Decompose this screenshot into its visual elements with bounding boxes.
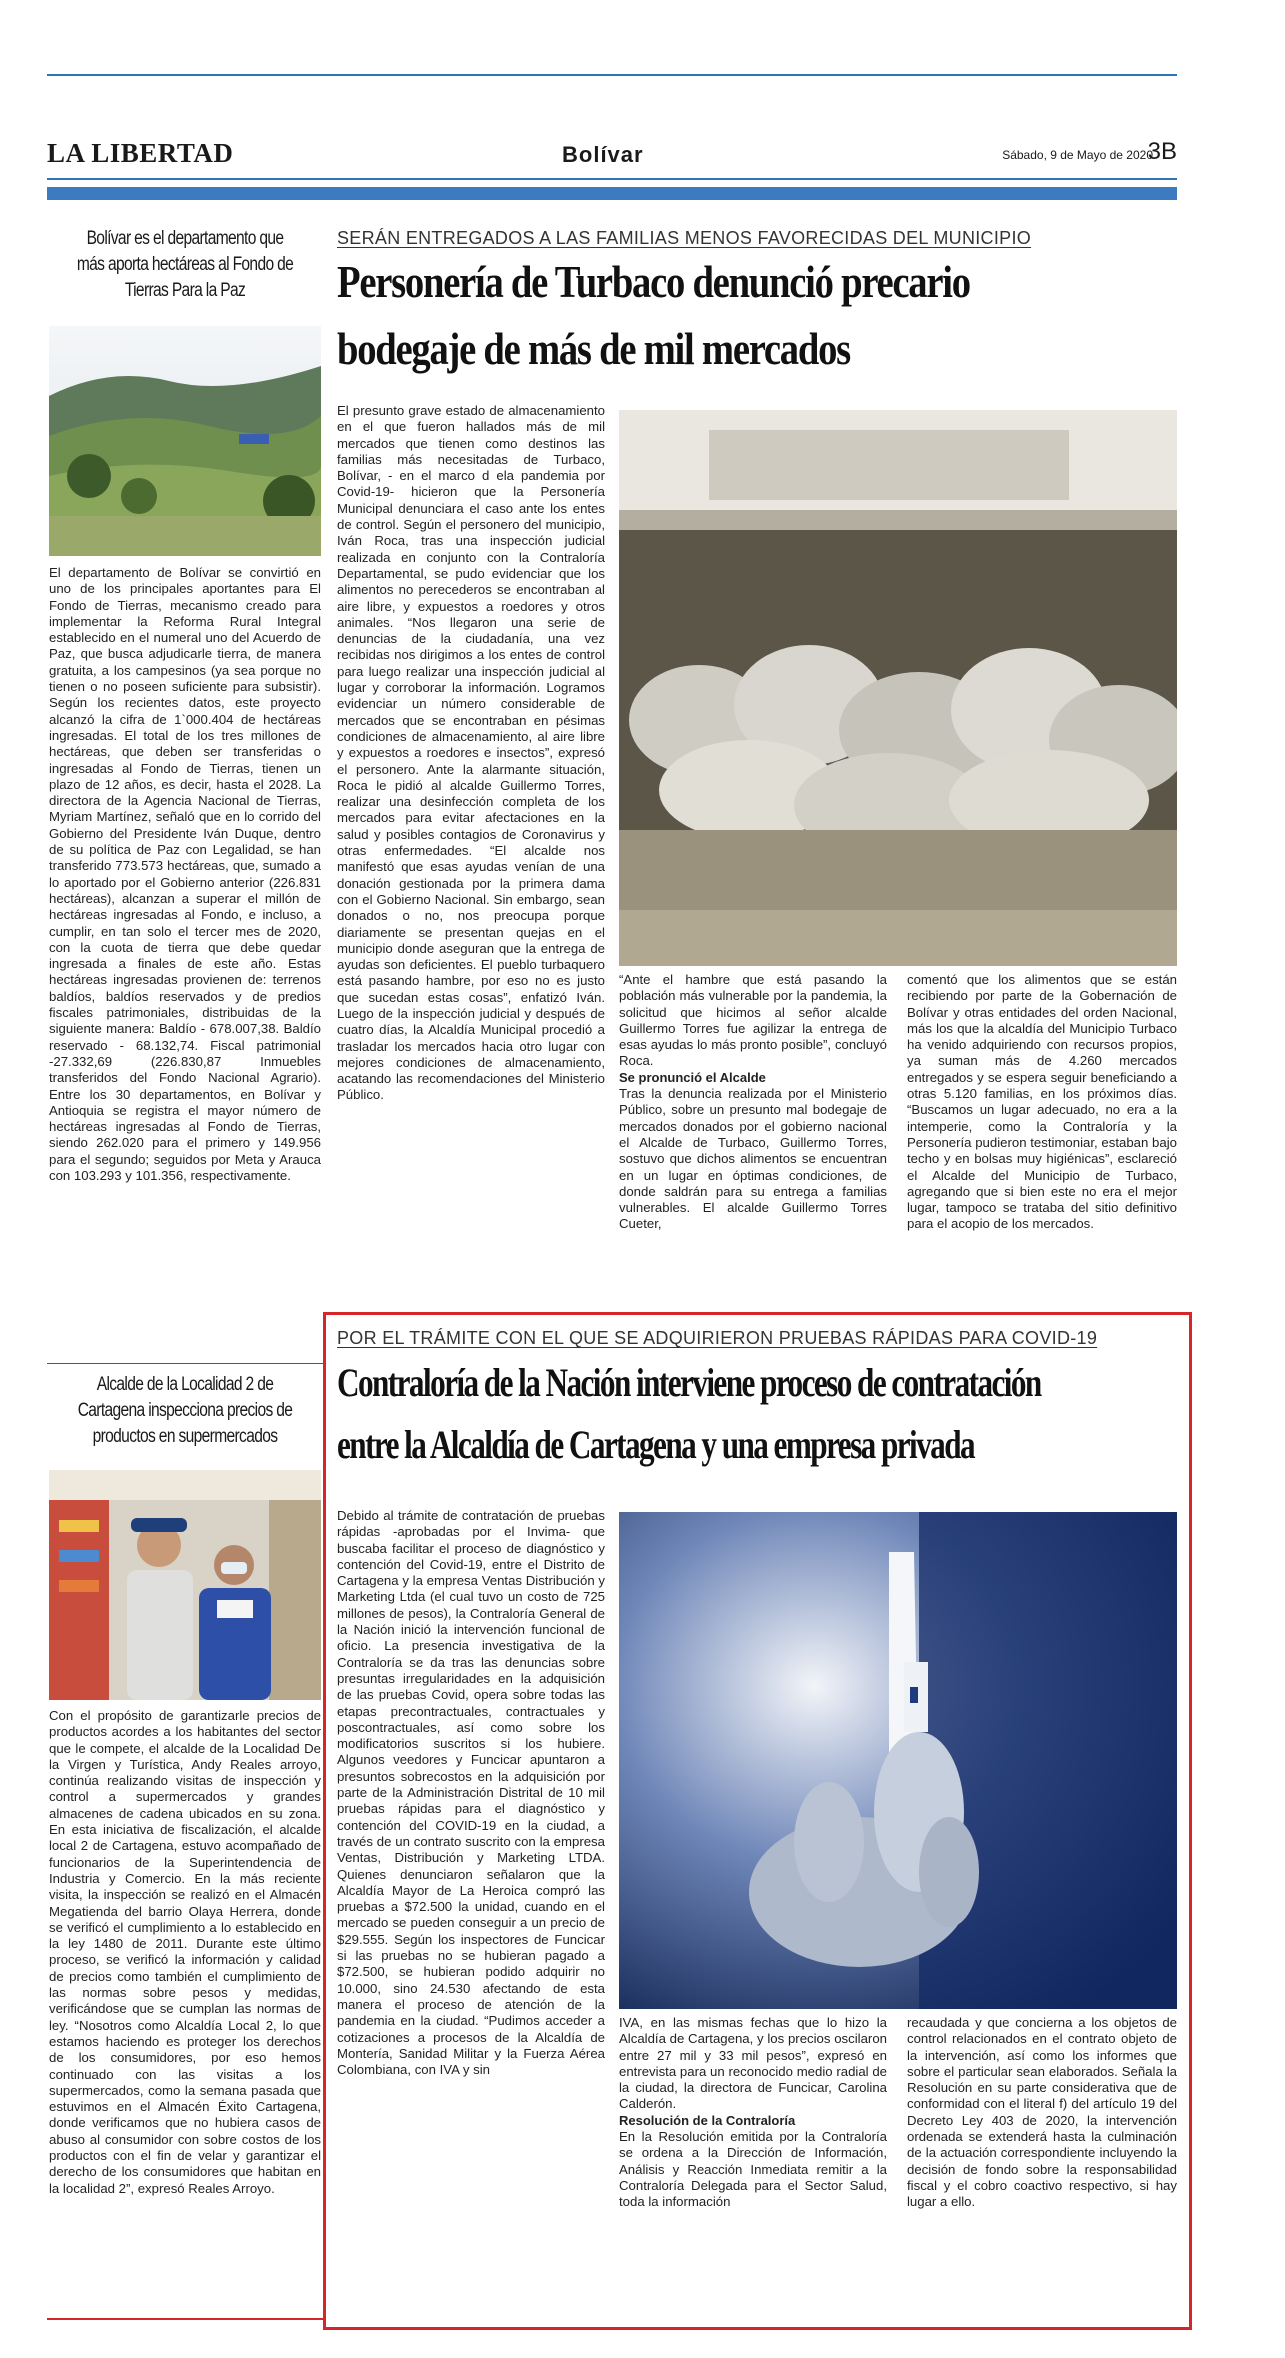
article-2-column-3 bbox=[907, 2015, 1177, 2313]
article-2-column-2-text-a: IVA, en las mismas fechas que lo hizo la Alcaldía de Cartagena, y los precios oscilaron entre 27 mil y 33 mil pesos”, expresó en entrevista para un reconocido medio radial de la ciudad, la directora de Funcicar, Carolina Calderón. bbox=[619, 2015, 887, 2112]
article-2-column-2-text-b: En la Resolución emitida por la Contraloría se ordena a la Dirección de Información, Análisis y Reacción Inmediata remitir a la Contraloría Delegada para el Sector Salud, toda la información bbox=[619, 2129, 887, 2210]
article-2-headline-line-2: entre la Alcaldía de Cartagena y una empresa privada bbox=[337, 1422, 975, 1467]
article-1-column-1-text: El presunto grave estado de almacenamiento en el que fueron hallados más de mil mercados que tienen como destinos las familias más necesitadas de Turbaco, Bolívar, - en el marco d ela pandemia por Covid-19- hicieron que la Personería Municipal denunciara el caso ante los entes de control. Según el personero del municipio, Iván Roca, tras una inspección judicial realizada en conjunto con la Contraloría Departamental, se pudo evidenciar que los alimentos no perecederos se encontraban al aire libre, y expuestos a roedores y otros animales. “Nos llegaron una serie de denuncias de la ciudadanía, una vez recibidas nos dirigimos a los entes de control para luego realizar una inspección judicial al lugar y corroborar la información. Logramos evidenciar un número considerable de mercados que se encontraban en pésimas condiciones de almacenamiento, al aire libre y expuestos a roedores e insectos”, expresó el personero. Ante la alarmante situación, Roca le pidió al alcalde Guillermo Torres, realizar una desinfección completa de los mercados para evitar afectaciones en la salud y posibles contagios de Coronavirus y otras enfermedades. “El alcalde nos manifestó que esas ayudas venían de una donación gestionada por la primera dama con el Gobierno Nacional. Sin embargo, sean donados o no, nos preocupa porque diariamente se presentan quejas en el municipio donde aseguran que la entrega de ayudas son deficientes. El pueblo turbaquero está pasando hambre, por eso no es justo que sucedan estas cosas”, enfatizó Iván. Luego de la inspección judicial y después de cuatro días, la Alcaldía Municipal procedió a trasladar los mercados hacia otro lugar con mejores condiciones de almacenamiento, acatando las recomendaciones del Ministerio Público. bbox=[337, 403, 605, 1103]
section-name: Bolívar bbox=[562, 142, 644, 167]
top-rule bbox=[47, 74, 1177, 76]
newspaper-name: LA LIBERTAD bbox=[47, 138, 234, 168]
article-2-column-1 bbox=[337, 1508, 605, 2313]
article-1-kicker: SERÁN ENTREGADOS A LAS FAMILIAS MENOS FAVORECIDAS DEL MUNICIPIO bbox=[337, 228, 1032, 248]
article-1-column-1 bbox=[337, 403, 605, 1308]
masthead-bar bbox=[47, 187, 1177, 200]
page-number: 3B bbox=[1147, 138, 1177, 165]
article-1-column-2-text-b: Tras la denuncia realizada por el Ministerio Público, sobre un presunto mal bodegaje de mercados donados por el gobierno nacional el Alcalde de Turbaco, Guillermo Torres, sostuvo que dichos alimentos se encuentran en un lugar en óptimas condiciones, de donde saldrán para su entrega a familias vulnerables. El alcalde Guillermo Torres Cueter, bbox=[619, 1086, 887, 1232]
article-1-column-2 bbox=[619, 972, 887, 1308]
article-2-column-1-text: Debido al trámite de contratación de pruebas rápidas -aprobadas por el Invima- que buscaba facilitar el proceso de diagnóstico y contención del Covid-19, entre el Distrito de Cartagena y la empresa Ventas Distribución y Marketing Ltda (el cual tuvo un costo de 725 millones de pesos), la Contraloría General de la Nación inició la intervención funcional de oficio. La presencia investigativa de la Contraloría se da tras las denuncias sobre presuntas irregularidades en la adquisición de las pruebas Covid, opera sobre todas las etapas precontractuales, contractuales y poscontractuales, así como sobre los modificatorios suscritos si los hubiere. Algunos veedores y Funcicar apuntaron a presuntos sobrecostos en la adquisición por parte de la Administración Distrital de 10 mil pruebas rápidas para el diagnóstico y contención del COVID-19 en la ciudad, a través de un contrato suscrito con la empresa Ventas, Distribución y Marketing LTDA. Quienes denunciaron señalaron que la Alcaldía Mayor de La Heroica compró las pruebas a $72.500 la unidad, cuando en el mercado se pueden conseguir a un precio de $29.555. Según los inspectores de Funcicar si las pruebas no se hubieran pagado a $72.500, se hubieran podido adquirir no 10.000, sino 24.530 afectando de esta manera el proceso de atención de la pandemia en la ciudad. “Pudimos acceder a cotizaciones a procesos de la Alcaldía de Montería, Sanidad Militar y la Fuerza Aérea Colombiana, con IVA y sin bbox=[337, 1508, 605, 2078]
side-story-2-text: Con el propósito de garantizarle precios de productos acordes a los habitantes del sector que le compete, el alcalde de la Localidad De la Virgen y Turística, Andy Reales arroyo, continúa realizando visitas de inspección y control a supermercados y grandes almacenes de cadena ubicados en su zona. En esta iniciativa de fiscalización, el alcalde local 2 de Cartagena, estuvo acompañado de funcionarios de la Superintendencia de Industria y Comercio. En la más reciente visita, la inspección se realizó en el Almacén Megatienda del barrio Olaya Herrera, donde se verificó el cumplimiento a lo establecido en la ley 1480 de 2011. Durante este último proceso, se verificó la información y calidad de precios como también el cumplimiento de las normas sobre pesos y medidas, verificándose que se cumplan las normas de ley. “Nosotros como Alcaldía Local 2, lo que estamos haciendo es proteger los derechos de los consumidores, por eso hemos continuado con las visitas a los supermercados, como la semana pasada que estuvimos en el Almacén Éxito Cartagena, donde verificamos que no hubiera casos de abuso al consumidor con sobre costos de los productos con el fin de velar y garantizar el derecho de los consumidores que habitan en la localidad 2”, expresó Reales Arroyo. bbox=[49, 1708, 321, 2196]
article-2-column-2 bbox=[619, 2015, 887, 2313]
side-story-1-title: Bolívar es el departamento que más aporta hectáreas al Fondo de Tierras Para la Paz bbox=[76, 228, 294, 301]
article-2-headline-line-1: Contraloría de la Nación interviene proceso de contratación bbox=[337, 1360, 1041, 1405]
article-1-photo bbox=[619, 410, 1177, 966]
article-2-column-3-text: recaudada y que concierna a los objetos de control relacionados en el contrato objeto de la intervención, así como los informes que sobre el particular sean elaborados. Señala la Resolución en su parte considerativa que de conformidad con el literal f) del artículo 19 del Decreto Ley 403 de 2020, la intervención ordenada se extenderá hasta la culminación de la actuación correspondiente incluyendo la decisión de fondo sobre la responsabilidad fiscal y el cobro coactivo respectivo, si hay lugar a ello. bbox=[907, 2015, 1177, 2210]
article-1-column-3 bbox=[907, 972, 1177, 1308]
side-story-2-body bbox=[49, 1708, 321, 2308]
covid-test-pipette-image bbox=[619, 1512, 1177, 2009]
side-story-2-photo bbox=[49, 1470, 321, 1700]
issue-date: Sábado, 9 de Mayo de 2020 bbox=[1002, 148, 1153, 162]
side-story-1-photo bbox=[49, 326, 321, 556]
side-divider bbox=[47, 1363, 323, 1364]
stored-market-bags-image bbox=[619, 410, 1177, 966]
article-1-column-3-text: comentó que los alimentos que se están recibiendo por parte de la Gobernación de Bolívar y otras entidades del orden Nacional, más los que la alcaldía del Municipio Turbaco ha venido adquiriendo con recursos propios, ya suman más de 4.260 mercados entregados y se espera seguir beneficiando a otras 5.120 familias, en los próximos días. “Buscamos un lugar adecuado, no era a la intemperie, como la Contraloría y la Personería pudieron testimoniar, estaban bajo techo y en bolsas muy higiénicas”, esclareció el Alcalde del Municipio de Turbaco, agregando que si bien este no era el mejor lugar, tampoco se trataba del sitio definitivo para el acopio de los mercados. bbox=[907, 972, 1177, 1232]
supermarket-inspection-image bbox=[49, 1470, 321, 1700]
article-2-kicker: POR EL TRÁMITE CON EL QUE SE ADQUIRIERON PRUEBAS RÁPIDAS PARA COVID-19 bbox=[337, 1328, 1098, 1348]
side-bottom-rule bbox=[47, 2318, 323, 2320]
masthead bbox=[47, 138, 1177, 178]
article-2-subhead: Resolución de la Contraloría bbox=[619, 2112, 796, 2128]
article-1-subhead: Se pronunció el Alcalde bbox=[619, 1069, 766, 1085]
article-1-column-2-text-a: “Ante el hambre que está pasando la población más vulnerable por la pandemia, la solicitud que hicimos al señor alcalde Guillermo Torres fue agilizar la entrega de esas ayudas lo más pronto posible”, concluyó Roca. bbox=[619, 972, 887, 1069]
article-1-headline-line-2: bodegaje de más de mil mercados bbox=[337, 323, 850, 374]
mountain-landscape-image bbox=[49, 326, 321, 556]
side-story-1-body bbox=[49, 565, 321, 1325]
article-1-headline-line-1: Personería de Turbaco denunció precario bbox=[337, 256, 970, 307]
article-2-photo bbox=[619, 1512, 1177, 2009]
side-story-1-text: El departamento de Bolívar se convirtió en uno de los principales aportantes para El Fondo de Tierras, mecanismo creado para implementar la Reforma Rural Integral establecido en el numeral uno del Acuerdo de Paz, que busca adjudicarle tierra, de manera gratuita, a los campesinos (ya sea porque no tienen o no poseen suficiente para subsistir). Según los recientes datos, este proyecto alcanzó la cifra de 1`000.404 de hectáreas ingresadas. El total de los tres millones de hectáreas, que deben ser transferidas o ingresadas al Fondo de Tierras, tienen un plazo de 12 años, es decir, hasta el 2028. La directora de la Agencia Nacional de Tierras, Myriam Martínez, señaló que en lo corrido del Gobierno del Presidente Iván Duque, dentro de su política de Paz con Legalidad, se han transferido 773.573 hectáreas, que, sumado a lo aportado por el Gobierno anterior (226.831 hectáreas), alcanzan a superar el millón de hectáreas ingresadas al Fondo, e incluso, a cumplir, en tan solo el tercer mes de 2020, con la cuota de tierra que debe quedar ingresada a finales de este año. Estas hectáreas ingresadas provienen de: terrenos baldíos, baldíos reservados y de predios fiscales patrimoniales, distribuidas de la siguiente manera: Baldío - 678.007,38. Baldío reservado - 68.132,74. Fiscal patrimonial -27.332,69 (226.830,87 Inmuebles transferidos del Fondo Nacional Agrario). Entre los 30 departamentos, en Bolívar y Antioquia se registra el mayor número de hectáreas ingresadas al Fondo de Tierras, siendo 262.020 para el primero y 149.956 para el segundo; seguidos por Meta y Arauca con 103.293 y 101.356, respectivamente. bbox=[49, 565, 321, 1183]
side-story-2-title: Alcalde de la Localidad 2 de Cartagena inspecciona precios de productos en supermercados bbox=[77, 1374, 293, 1447]
masthead-rule bbox=[47, 178, 1177, 180]
